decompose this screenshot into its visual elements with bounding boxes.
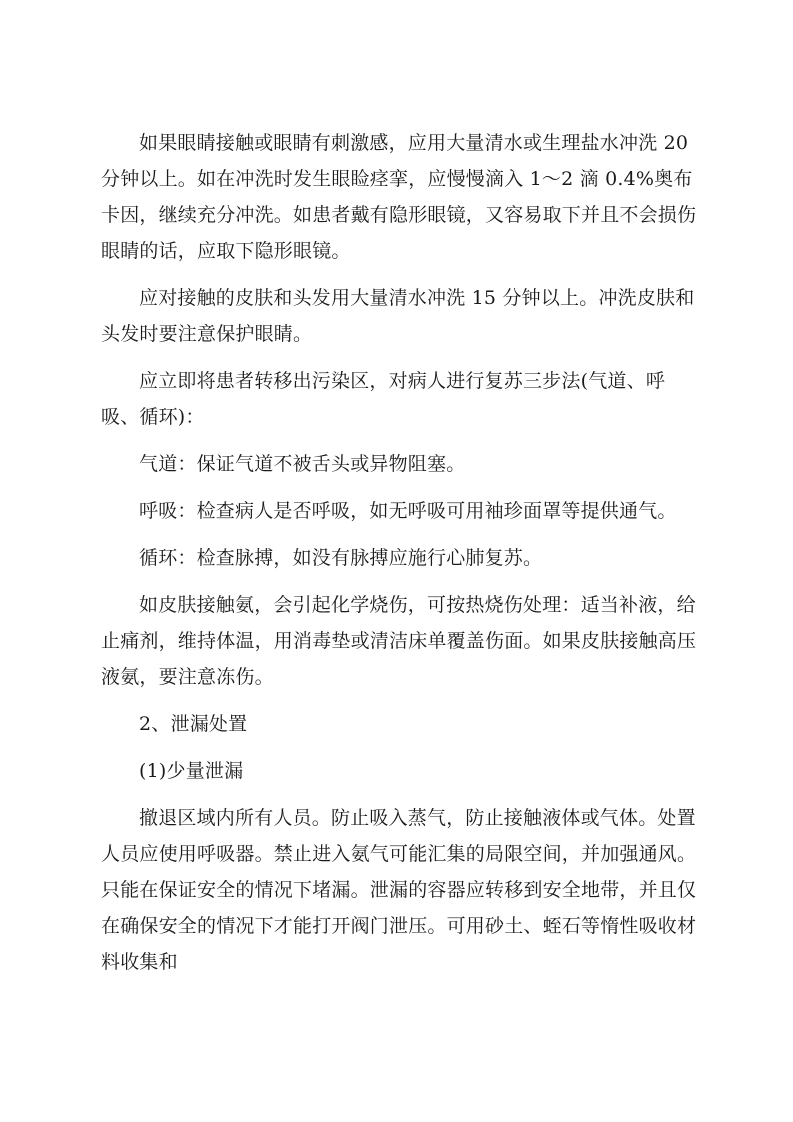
section-heading-leak-handling: 2、泄漏处置 <box>139 713 248 735</box>
paragraph-chemical-burn: 如皮肤接触氨，会引起化学烧伤，可按热烧伤处理：适当补液，给止痛剂，维持体温，用消毒垫或清洁床单覆盖伤面。如果皮肤接触高压液氨，要注意冻伤。 <box>101 594 697 688</box>
paragraph-resuscitation-steps: 应立即将患者转移出污染区，对病人进行复苏三步法(气道、呼吸、循环)： <box>101 370 666 428</box>
paragraph-skin-hair-rinse: 应对接触的皮肤和头发用大量清水冲洗 15 分钟以上。冲洗皮肤和头发时要注意保护眼睛。 <box>101 287 695 345</box>
paragraph-small-leak-procedure: 撤退区域内所有人员。防止吸入蒸气，防止接触液体或气体。处置人员应使用呼吸器。禁止进入氨气可能汇集的局限空间，并加强通风。只能在保证安全的情况下堵漏。泄漏的容器应转移到安全地带，并且仅在确保安全的情况下才能打开阀门泄压。可用砂土、蛭石等惰性吸收材料收集和 <box>101 807 697 973</box>
paragraph-airway: 气道：保证气道不被舌头或异物阻塞。 <box>139 453 466 475</box>
paragraph-breathing: 呼吸：检查病人是否呼吸，如无呼吸可用袖珍面罩等提供通气。 <box>139 500 677 522</box>
paragraph-eye-contact: 如果眼睛接触或眼睛有刺激感，应用大量清水或生理盐水冲洗 20 分钟以上。如在冲洗时发生眼睑痉挛，应慢慢滴入 1～2 滴 0.4%奥布卡因，继续充分冲洗。如患者戴有隐形眼镜，又容易取下并且不会损伤眼睛的话，应取下隐形眼镜。 <box>101 132 697 262</box>
subsection-heading-small-leak: (1)少量泄漏 <box>139 760 244 782</box>
document-body <box>101 125 701 991</box>
paragraph-circulation: 循环：检查脉搏，如没有脉搏应施行心肺复苏。 <box>139 547 543 569</box>
